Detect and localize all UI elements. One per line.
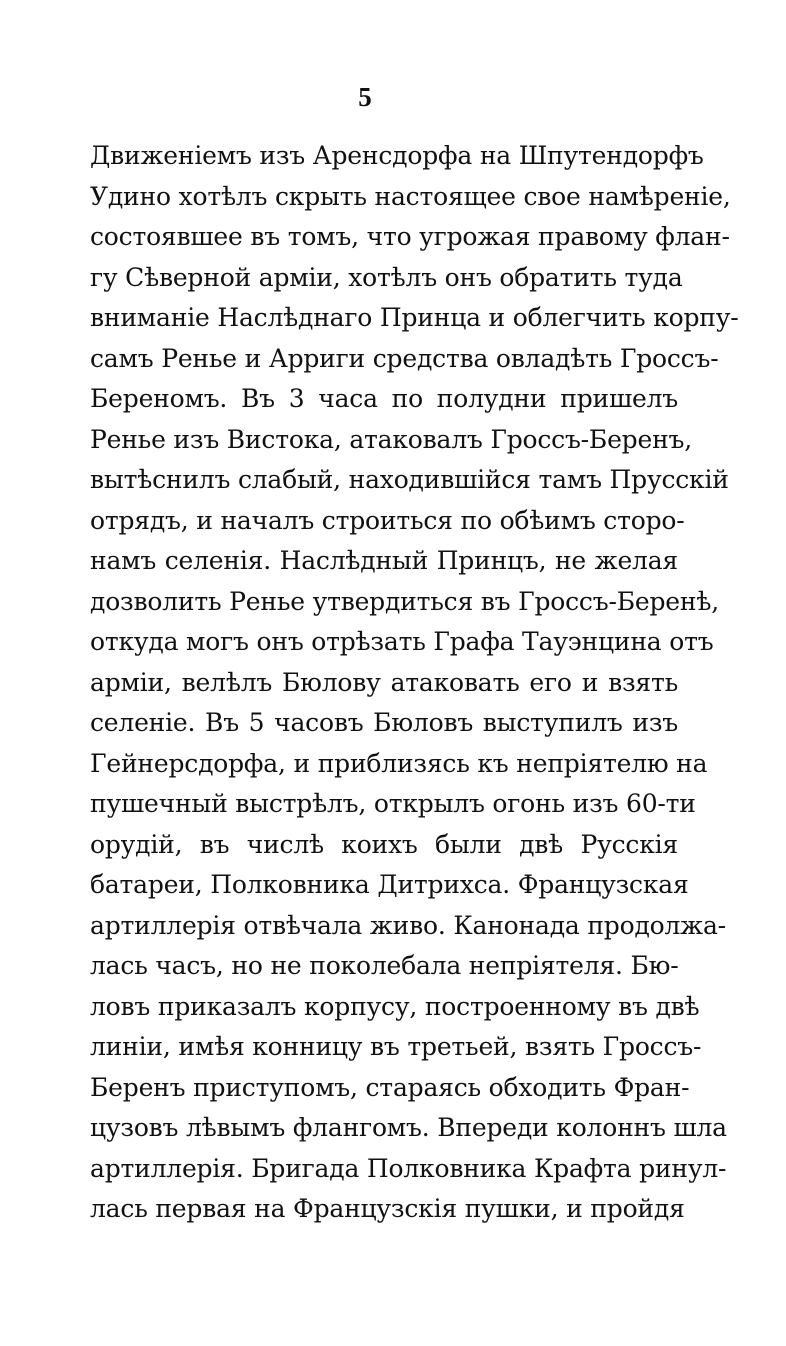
text-line: Беренъ приступомъ, стараясь обходить Фран- [90, 1072, 690, 1102]
text-line: арміи, велѣлъ Бюлову атаковать его и взять [90, 667, 678, 697]
text-line: лась первая на Французскія пушки, и пройдя [90, 1194, 685, 1223]
text-line: Ренье изъ Вистока, атаковалъ Гроссъ-Беренъ, [90, 424, 692, 454]
text-line: ловъ приказалъ корпусу, построенному въ двѣ [90, 991, 700, 1021]
text-line: пушечный выстрѣлъ, открылъ огонь изъ 60-ти [90, 789, 696, 818]
text-line: намъ селенія. Наслѣдный Принцъ, не желая [90, 546, 678, 575]
text-line: Движеніемъ изъ Аренсдорфа на Шпутендорфъ [90, 141, 704, 170]
text-line: линіи, имѣя конницу въ третьей, взять Гроссъ- [90, 1032, 702, 1061]
page-number: 5 [358, 82, 372, 112]
text-line: состоявшее въ томъ, что угрожая правому флан- [90, 222, 730, 251]
text-line: дозволить Ренье утвердиться въ Гроссъ-Беренѣ, [90, 586, 719, 616]
text-line: Удино хотѣлъ скрыть настоящее свое намѣреніе, [90, 181, 731, 211]
text-line: Гейнерсдорфа, и приблизясь къ непріятелю на [90, 748, 708, 778]
text-line: селеніе. Въ 5 часовъ Бюловъ выступилъ изъ [90, 708, 678, 737]
text-line: орудій, въ числѣ коихъ были двѣ Русскія [90, 829, 678, 859]
text-line: Береномъ. Въ 3 часа по полудни пришелъ [90, 384, 678, 413]
text-line: откуда могъ онъ отрѣзать Графа Тауэнцина отъ [90, 627, 714, 656]
text-line: цузовъ лѣвымъ флангомъ. Впереди колоннъ шла [90, 1113, 727, 1142]
text-line: артиллерія отвѣчала живо. Канонада продолжа- [90, 910, 726, 940]
body-text [90, 136, 739, 1230]
text-line: самъ Ренье и Арриги средства овладѣть Гроссъ- [90, 343, 719, 373]
text-line: вытѣснилъ слабый, находившійся тамъ Прусскій [90, 465, 729, 494]
text-line: лась часъ, но не поколебала непріятеля. Бю- [90, 951, 679, 980]
text-line: отрядъ, и началъ строиться по обѣимъ сторо- [90, 505, 685, 535]
text-line: артиллерія. Бригада Полковника Крафта ринул- [90, 1153, 727, 1183]
text-line: батареи, Полковника Дитрихса. Французская [90, 870, 689, 899]
text-line: вниманіе Наслѣднаго Принца и облегчить корпу- [90, 303, 739, 332]
text-line: гу Сѣверной арміи, хотѣлъ онъ обратить туда [90, 262, 683, 292]
